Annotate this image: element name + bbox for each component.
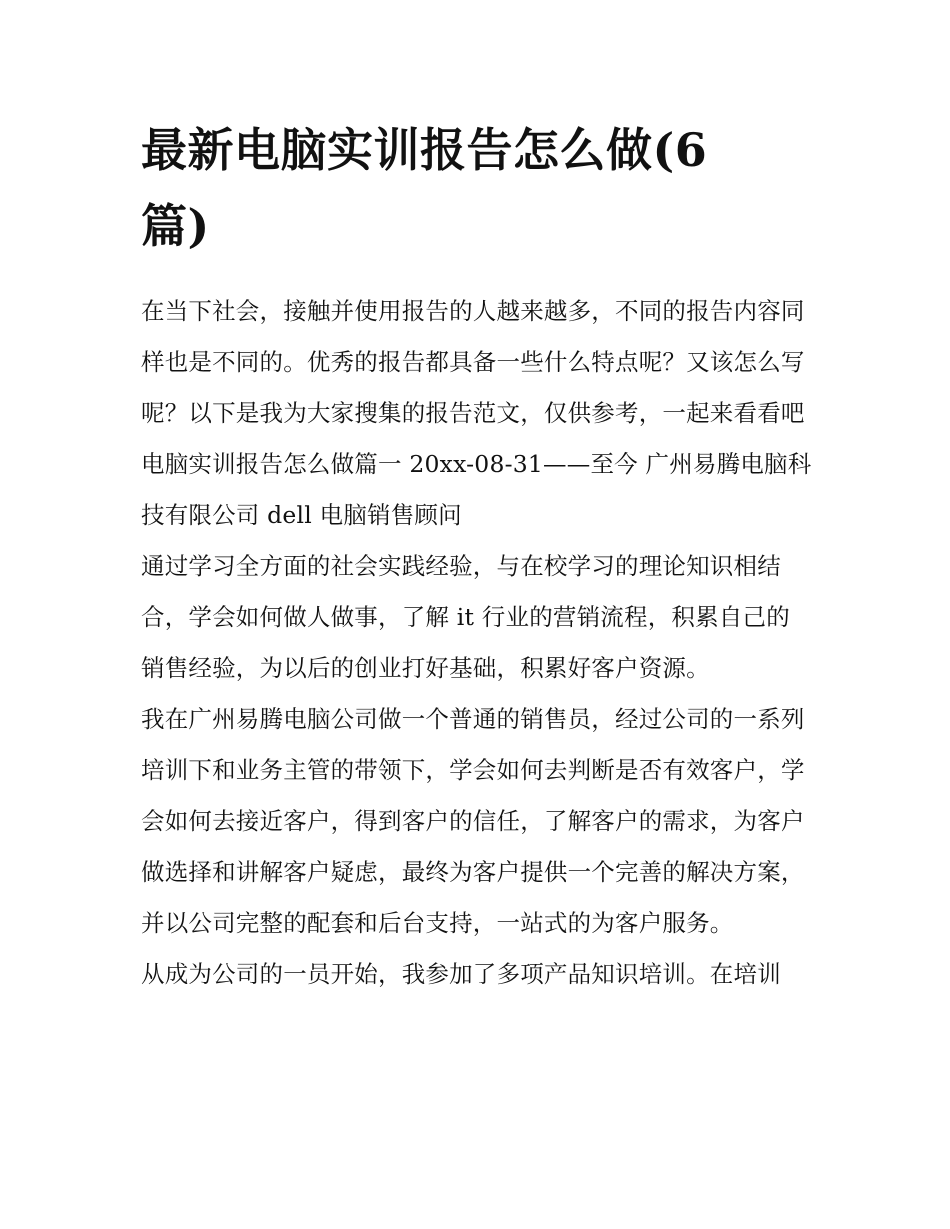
document-title: 最新电脑实训报告怎么做(6篇) — [141, 123, 708, 253]
intro-paragraph: 在当下社会，接触并使用报告的人越来越多，不同的报告内容同样也是不同的。优秀的报告都具备一些什么特点呢？又该怎么写呢？以下是我为大家搜集的报告范文，仅供参考，一起来看看吧 — [141, 297, 805, 427]
purpose-paragraph: 通过学习全方面的社会实践经验，与在校学习的理论知识相结合，学会如何做人做事，了解 it 行业的营销流程，积累自己的销售经验，为以后的创业打好基础，积累好客户资源。 — [141, 552, 790, 682]
document-body — [141, 112, 813, 1000]
training-paragraph: 从成为公司的一员开始，我参加了多项产品知识培训。在培训 — [141, 960, 781, 988]
experience-paragraph: 我在广州易腾电脑公司做一个普通的销售员，经过公司的一系列培训下和业务主管的带领下，学会如何去判断是否有效客户，学会如何去接近客户，得到客户的信任，了解客户的需求，为客户做选择和讲解客户疑虑，最终为客户提供一个完善的解决方案，并以公司完整的配套和后台支持，一站式的为客户服务。 — [141, 705, 805, 937]
section-heading-paragraph: 电脑实训报告怎么做篇一 20xx-08-31——至今 广州易腾电脑科技有限公司 dell 电脑销售顾问 — [141, 450, 812, 529]
